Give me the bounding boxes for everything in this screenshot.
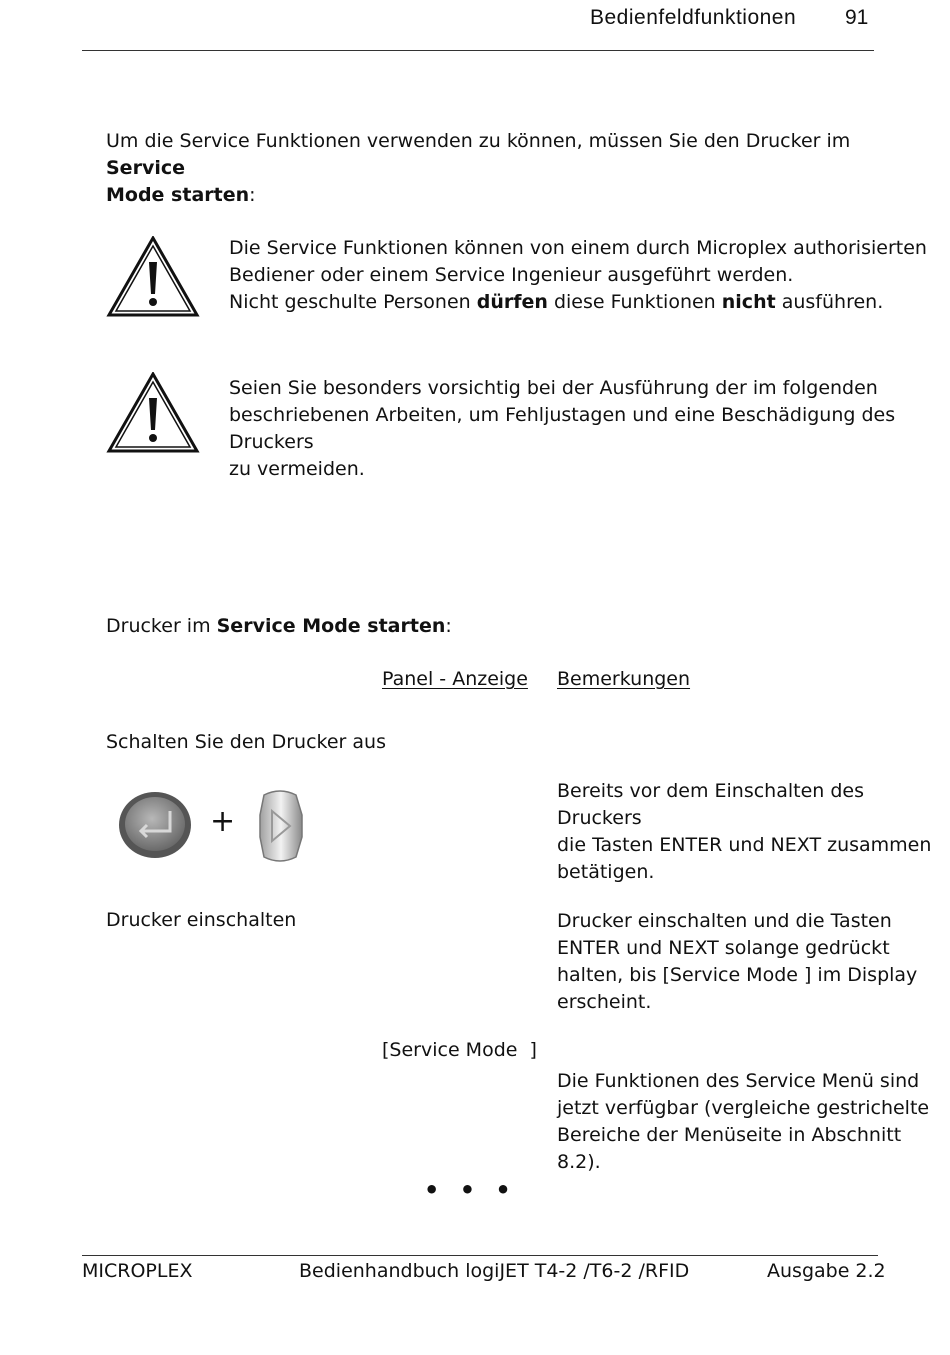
header-title: Bedienfeldfunktionen <box>590 6 797 29</box>
page-number: 91 <box>845 6 869 29</box>
section-heading <box>106 613 452 640</box>
remark-3 <box>557 1068 942 1176</box>
remark-2 <box>557 908 937 1016</box>
warning-icon <box>106 372 200 454</box>
warning-1-text-e: ausführen. <box>775 291 884 313</box>
warning-1-text-a: Nicht geschulte Personen <box>229 291 477 313</box>
intro-paragraph <box>106 128 886 209</box>
remark-3-line-3: Bereiche der Menüseite in Abschnitt 8.2). <box>557 1124 902 1173</box>
panel-display-service-mode: [Service Mode ] <box>382 1039 537 1061</box>
remark-1-line-3: betätigen. <box>557 861 655 883</box>
remark-2-line-1: Drucker einschalten und die Tasten <box>557 910 892 932</box>
warning-1-bold-nicht: nicht <box>721 291 776 313</box>
plus-sign: + <box>210 804 236 839</box>
header-rule <box>82 50 874 51</box>
intro-text: Um die Service Funktionen verwenden zu können, müssen Sie den Drucker im <box>106 130 851 152</box>
remark-2-line-4: erscheint. <box>557 991 652 1013</box>
intro-bold-service: Service <box>106 157 185 179</box>
warning-2-line-2: beschriebenen Arbeiten, um Fehljustagen und eine Beschädigung des Druckers <box>229 404 896 453</box>
remark-2-line-2: ENTER und NEXT solange gedrückt <box>557 937 890 959</box>
next-key-icon <box>256 787 306 865</box>
section-colon: : <box>445 615 452 637</box>
step-2-text: Drucker einschalten <box>106 909 297 931</box>
section-bold: Service Mode starten <box>216 615 446 637</box>
section-text: Drucker im <box>106 615 217 637</box>
intro-bold-mode: Mode starten <box>106 184 250 206</box>
warning-1-bold-duerfen: dürfen <box>476 291 548 313</box>
warning-1-line-1: Die Service Funktionen können von einem durch Microplex authorisierten <box>229 237 927 259</box>
warning-text-2 <box>229 375 934 483</box>
warning-2-line-3: zu vermeiden. <box>229 458 365 480</box>
warning-1-line-2: Bediener oder einem Service Ingenieur ausgeführt werden. <box>229 264 794 286</box>
warning-1-line-3 <box>229 289 929 316</box>
step-1-text: Schalten Sie den Drucker aus <box>106 731 386 753</box>
footer-rule <box>82 1255 878 1256</box>
column-header-remarks: Bemerkungen <box>557 668 691 690</box>
remark-3-line-1: Die Funktionen des Service Menü sind <box>557 1070 920 1092</box>
footer-center: Bedienhandbuch logiJET T4-2 /T6-2 /RFID <box>299 1260 690 1282</box>
remark-1-line-1: Bereits vor dem Einschalten des Druckers <box>557 780 864 829</box>
remark-3-line-2: jetzt verfügbar (vergleiche gestrichelte <box>557 1097 930 1119</box>
continuation-dots: • • • <box>424 1176 517 1204</box>
warning-2-line-1: Seien Sie besonders vorsichtig bei der Ausführung der im folgenden <box>229 377 878 399</box>
footer-left: MICROPLEX <box>82 1260 193 1282</box>
footer-right: Ausgabe 2.2 <box>767 1260 886 1282</box>
enter-key-icon <box>116 789 196 861</box>
remark-1 <box>557 778 937 886</box>
warning-icon <box>106 236 200 318</box>
column-header-panel: Panel - Anzeige <box>382 668 528 690</box>
remark-1-line-2: die Tasten ENTER und NEXT zusammen <box>557 834 932 856</box>
warning-1-text-c: diese Funktionen <box>547 291 722 313</box>
warning-text-1 <box>229 235 929 316</box>
intro-colon: : <box>249 184 256 206</box>
remark-2-line-3: halten, bis [Service Mode ] im Display <box>557 964 918 986</box>
